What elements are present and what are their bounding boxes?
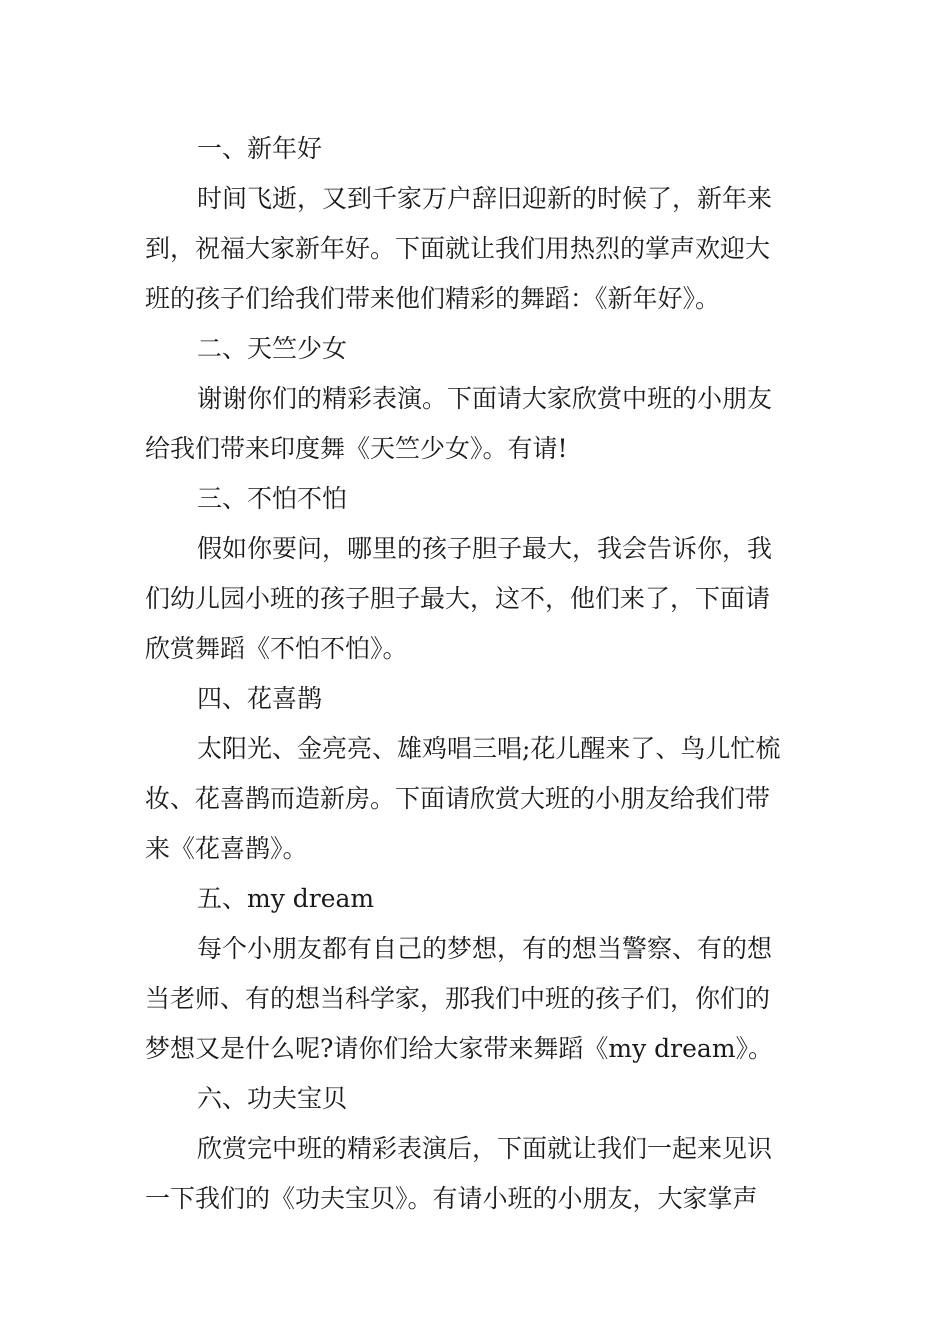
- paragraph-line: 太阳光、金亮亮、雄鸡唱三唱;花儿醒来了、鸟儿忙梳: [197, 734, 781, 763]
- paragraph-line: 当老师、有的想当科学家，那我们中班的孩子们，你们的: [145, 984, 771, 1013]
- paragraph-line: 假如你要问，哪里的孩子胆子最大，我会告诉你，我: [197, 534, 773, 563]
- document-body: [145, 124, 805, 1224]
- section-heading: 六、功夫宝贝: [197, 1084, 348, 1113]
- paragraph-line: 来《花喜鹊》。: [145, 834, 308, 863]
- paragraph-line: 们幼儿园小班的孩子胆子最大，这不，他们来了，下面请: [145, 584, 771, 613]
- paragraph-line: 时间飞逝，又到千家万户辞旧迎新的时候了，新年来: [197, 184, 773, 213]
- paragraph-line: 欣赏完中班的精彩表演后，下面就让我们一起来见识: [197, 1134, 773, 1163]
- paragraph-line: 每个小朋友都有自己的梦想，有的想当警察、有的想: [197, 934, 773, 963]
- paragraph-line: 班的孩子们给我们带来他们精彩的舞蹈：《新年好》。: [145, 284, 721, 313]
- section-heading: 四、花喜鹊: [197, 684, 323, 713]
- section-heading: 一、新年好: [197, 134, 323, 163]
- paragraph-line: 妆、花喜鹊而造新房。下面请欣赏大班的小朋友给我们带: [145, 784, 771, 813]
- paragraph-line: 梦想又是什么呢?请你们给大家带来舞蹈《my dream》。: [145, 1034, 774, 1063]
- paragraph-line: 一下我们的《功夫宝贝》。有请小班的小朋友，大家掌声: [145, 1184, 758, 1213]
- section-heading: 三、不怕不怕: [197, 484, 348, 513]
- paragraph-line: 给我们带来印度舞《天竺少女》。有请!: [145, 434, 568, 463]
- section-heading: 五、my dream: [197, 884, 375, 913]
- paragraph-line: 到，祝福大家新年好。下面就让我们用热烈的掌声欢迎大: [145, 234, 771, 263]
- paragraph-line: 欣赏舞蹈《不怕不怕》。: [145, 634, 408, 663]
- section-heading: 二、天竺少女: [197, 334, 348, 363]
- paragraph-line: 谢谢你们的精彩表演。下面请大家欣赏中班的小朋友: [197, 384, 773, 413]
